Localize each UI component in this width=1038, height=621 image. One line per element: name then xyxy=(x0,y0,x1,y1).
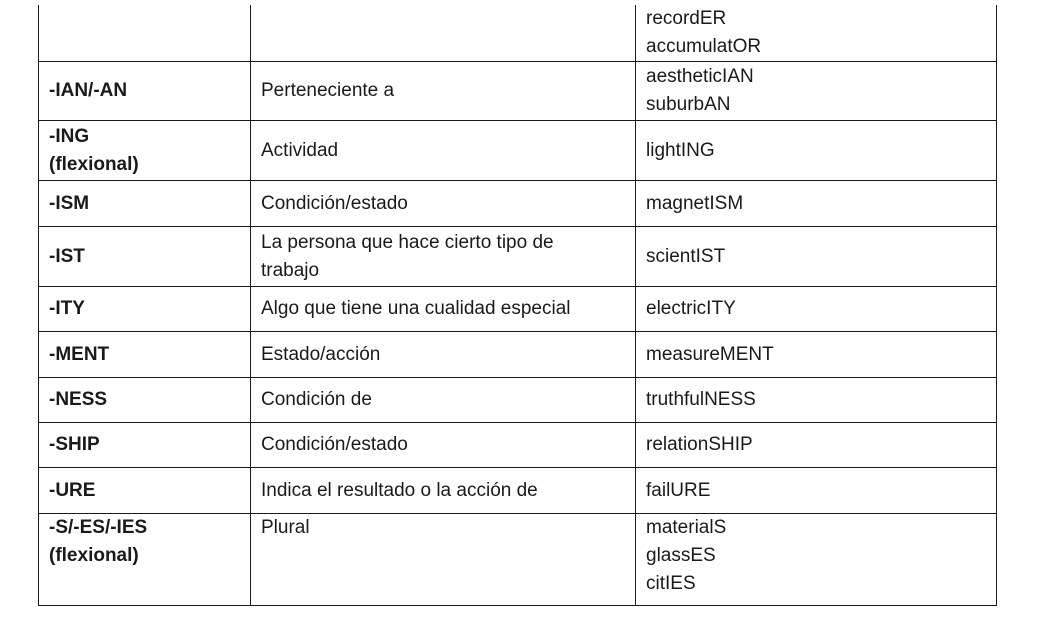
suffix-cell xyxy=(39,5,251,62)
table-row xyxy=(39,227,997,287)
meaning-text: Condición de xyxy=(261,389,372,410)
example-word: magnetISM xyxy=(646,192,744,214)
meaning-cell xyxy=(251,5,636,62)
example-cell xyxy=(636,468,997,514)
table-row xyxy=(39,332,997,378)
example-word: accumulatOR xyxy=(646,36,762,57)
suffix-cell xyxy=(39,62,251,121)
suffix-cell xyxy=(39,514,251,606)
suffix-note: (flexional) xyxy=(49,545,139,566)
example-cell xyxy=(636,378,997,423)
example-word: scientIST xyxy=(646,245,726,267)
suffix-label: -IAN/-AN xyxy=(49,80,128,101)
table-row xyxy=(39,514,997,606)
table-row xyxy=(39,181,997,227)
example-cell xyxy=(636,121,997,181)
meaning-cell xyxy=(251,181,636,227)
example-word: measureMENT xyxy=(646,343,774,365)
meaning-cell xyxy=(251,62,636,121)
suffix-label: -SHIP xyxy=(49,434,100,455)
example-cell xyxy=(636,181,997,227)
meaning-text: Indica el resultado o la acción de xyxy=(261,479,538,501)
suffix-cell xyxy=(39,227,251,287)
meaning-cell xyxy=(251,378,636,423)
meaning-text: Actividad xyxy=(261,139,339,161)
example-word: truthfulNESS xyxy=(646,389,756,410)
example-word: electricITY xyxy=(646,298,736,319)
meaning-text: Perteneciente a xyxy=(261,80,395,101)
table-row xyxy=(39,468,997,514)
table-row xyxy=(39,121,997,181)
suffix-label: -ITY xyxy=(49,298,85,319)
meaning-text: Condición/estado xyxy=(261,192,408,214)
example-word: materialS xyxy=(646,517,727,538)
meaning-text: Plural xyxy=(261,517,310,538)
table-row xyxy=(39,62,997,121)
meaning-cell xyxy=(251,423,636,468)
suffix-label: -ISM xyxy=(49,192,90,214)
suffix-cell xyxy=(39,378,251,423)
suffix-note: (flexional) xyxy=(49,153,139,175)
meaning-cell xyxy=(251,287,636,332)
suffix-cell xyxy=(39,332,251,378)
meaning-cell xyxy=(251,468,636,514)
example-word: glassES xyxy=(646,545,716,566)
example-word: suburbAN xyxy=(646,94,731,115)
suffix-label: -S/-ES/-IES xyxy=(49,517,148,538)
meaning-cell xyxy=(251,121,636,181)
example-word: citIES xyxy=(646,573,696,594)
example-word: failURE xyxy=(646,479,711,501)
example-cell xyxy=(636,423,997,468)
example-cell xyxy=(636,62,997,121)
meaning-cell xyxy=(251,227,636,287)
meaning-text: Algo que tiene una cualidad especial xyxy=(261,298,571,319)
suffix-cell xyxy=(39,287,251,332)
example-word: recordER xyxy=(646,8,727,29)
example-cell xyxy=(636,287,997,332)
suffix-cell xyxy=(39,468,251,514)
suffix-cell xyxy=(39,181,251,227)
table-row xyxy=(39,423,997,468)
meaning-cell xyxy=(251,332,636,378)
suffix-cell xyxy=(39,121,251,181)
table-row xyxy=(39,378,997,423)
example-cell xyxy=(636,227,997,287)
suffix-table xyxy=(38,5,997,606)
suffix-cell xyxy=(39,423,251,468)
suffix-label: -NESS xyxy=(49,389,108,410)
table-row xyxy=(39,287,997,332)
meaning-text: Condición/estado xyxy=(261,434,408,455)
meaning-text: La persona que hace cierto tipo de xyxy=(261,231,554,253)
suffix-label: -ING xyxy=(49,125,90,147)
example-cell xyxy=(636,5,997,62)
example-word: relationSHIP xyxy=(646,434,753,455)
example-cell xyxy=(636,332,997,378)
suffix-label: -IST xyxy=(49,245,85,267)
example-word: aestheticIAN xyxy=(646,66,754,87)
meaning-text: Estado/acción xyxy=(261,343,381,365)
suffix-label: -MENT xyxy=(49,343,110,365)
table-row xyxy=(39,5,997,62)
meaning-cell xyxy=(251,514,636,606)
suffix-label: -URE xyxy=(49,479,96,501)
meaning-text: trabajo xyxy=(261,259,320,281)
example-word: lightING xyxy=(646,139,715,161)
example-cell xyxy=(636,514,997,606)
